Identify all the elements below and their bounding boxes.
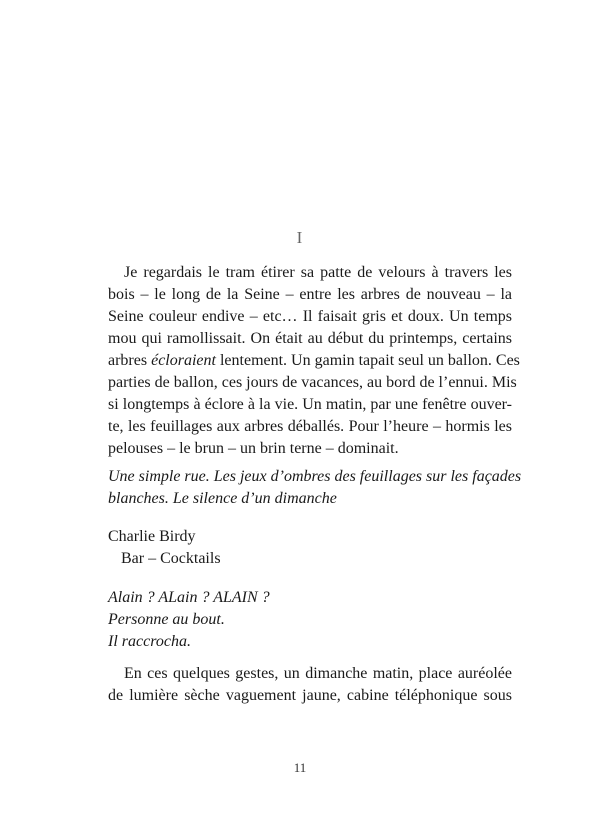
paragraph-2-line-1: En ces quelques gestes, un dimanche matin, place auréolée xyxy=(124,665,512,682)
chapter-numeral: I xyxy=(296,228,304,247)
paragraph-2 xyxy=(108,663,512,707)
italic-note xyxy=(108,466,522,510)
paragraph-1-line-5-start: arbres xyxy=(108,352,152,369)
paragraph-1-line-7: si longtemps à éclore à la vie. Un matin, par une fenêtre ouver- xyxy=(108,396,512,413)
sign-name: Charlie Birdy xyxy=(108,528,196,545)
page-number: 11 xyxy=(293,760,307,775)
italic-note-line-1: Une simple rue. Les jeux d’ombres des feuillages sur les façades xyxy=(108,468,522,485)
dialog-line-1: Alain ? ALain ? ALAIN ? xyxy=(108,589,270,606)
italic-note-line-2: blanches. Le silence d’un dimanche xyxy=(108,490,337,507)
dialog-block xyxy=(108,587,512,653)
sign-subtitle: Bar – Cocktails xyxy=(121,550,221,567)
paragraph-1 xyxy=(108,262,520,460)
dialog-line-2: Personne au bout. xyxy=(108,611,225,628)
paragraph-1-line-5 xyxy=(108,350,520,372)
dialog-line-3: Il raccrocha. xyxy=(108,633,191,650)
paragraph-1-line-3: Seine couleur endive – etc… Il faisait gris et doux. Un temps xyxy=(108,308,512,325)
paragraph-1-line-6: parties de ballon, ces jours de vacances, au bord de l’ennui. Mis xyxy=(108,374,517,391)
paragraph-2-line-2: de lumière sèche vaguement jaune, cabine téléphonique sous xyxy=(108,687,512,704)
paragraph-1-line-8: te, les feuillages aux arbres déballés. Pour l’heure – hormis les xyxy=(108,418,512,435)
italic-word-ecloraient: écloraient xyxy=(151,352,216,369)
paragraph-1-line-9: pelouses – le brun – un brin terne – dominait. xyxy=(108,440,399,457)
paragraph-1-line-1: Je regardais le tram étirer sa patte de velours à travers les xyxy=(124,264,512,281)
paragraph-1-line-2: bois – le long de la Seine – entre les arbres de nouveau – la xyxy=(108,286,512,303)
bar-sign xyxy=(108,526,512,570)
paragraph-1-line-4: mou qui ramollissait. On était au début du printemps, certains xyxy=(108,330,512,347)
paragraph-1-line-5-end: lentement. Un gamin tapait seul un ballon. Ces xyxy=(215,352,520,369)
